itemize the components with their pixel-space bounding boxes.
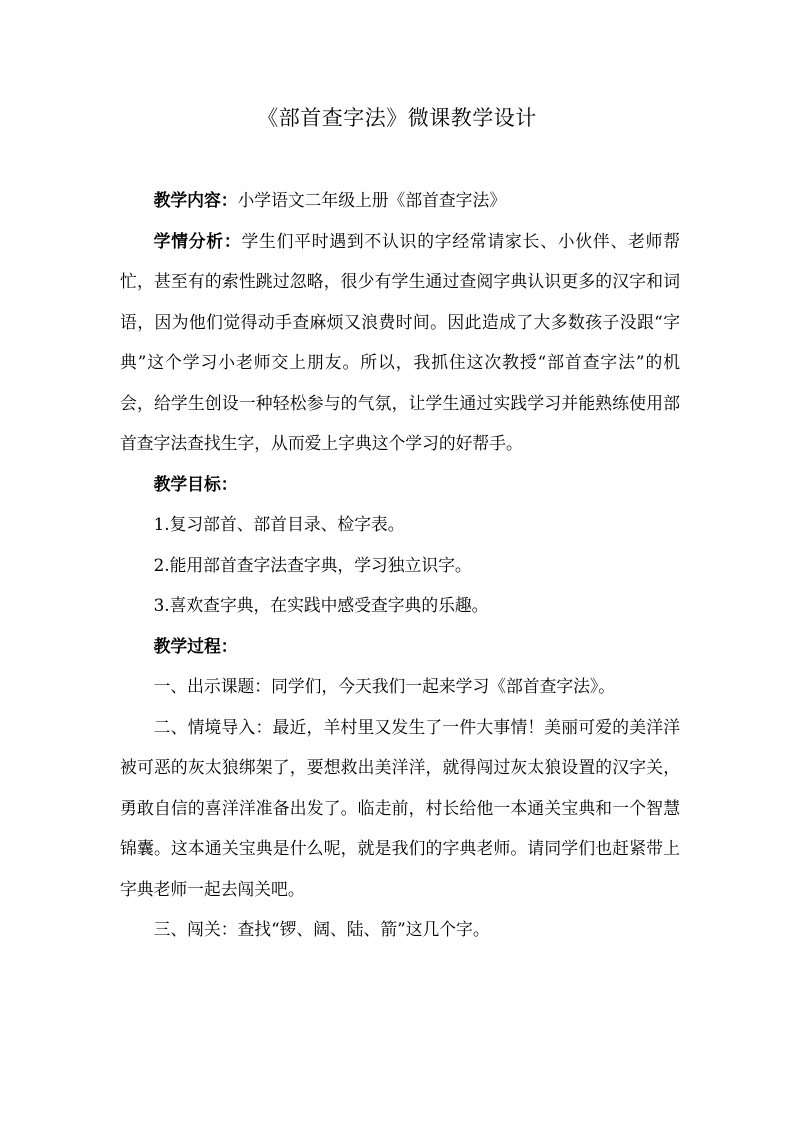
learner-analysis-text: 学生们平时遇到不认识的字经常请家长、小伙伴、老师帮忙，甚至有的索性跳过忽略，很少有学生通过查阅字典认识更多的汉字和词语，因为他们觉得动手查麻烦又浪费时间。因此造成了大多数孩子没跟“字典”这个学习小老师交上朋友。所以，我抓住这次教授“部首查字法”的机会，给学生创设一种轻松参与的气氛，让学生通过实践学习并能熟练使用部首查字法查找生字，从而爱上字典这个学习的好帮手。 bbox=[120, 230, 680, 453]
process-step-1: 一、出示课题：同学们，今天我们一起来学习《部首查字法》。 bbox=[153, 676, 616, 696]
teaching-goals-heading: 教学目标： bbox=[153, 473, 238, 494]
teaching-process-heading: 教学过程： bbox=[153, 635, 238, 656]
learner-analysis-paragraph bbox=[120, 221, 680, 464]
goal-item-2: 2.能用部首查字法查字典，学习独立识字。 bbox=[153, 554, 472, 575]
document-body bbox=[120, 180, 680, 950]
learner-analysis-label: 学情分析： bbox=[153, 230, 242, 251]
process-step-2: 二、情境导入：最近，羊村里又发生了一件大事情！美丽可爱的美洋洋被可恶的灰太狼绑架了，要想救出美洋洋，就得闯过灰太狼设置的汉字关，勇敢自信的喜洋洋准备出发了。临走前，村长给他一本通关宝典和一个智慧锦囊。这本通关宝典是什么呢，就是我们的字典老师。请同学们也赶紧带上字典老师一起去闯关吧。 bbox=[120, 716, 680, 899]
teaching-content-paragraph bbox=[120, 180, 680, 221]
teaching-content-label: 教学内容： bbox=[153, 190, 238, 210]
process-step-3: 三、闯关：查找“锣、阔、陆、箭”这几个字。 bbox=[153, 919, 490, 939]
goal-item-1: 1.复习部首、部首目录、检字表。 bbox=[153, 514, 405, 534]
goal-item-3: 3.喜欢查字典，在实践中感受查字典的乐趣。 bbox=[153, 595, 489, 615]
teaching-content-text: 小学语文二年级上册《部首查字法》 bbox=[237, 190, 507, 210]
document-title: 《部首查字法》微课教学设计 bbox=[257, 106, 537, 130]
